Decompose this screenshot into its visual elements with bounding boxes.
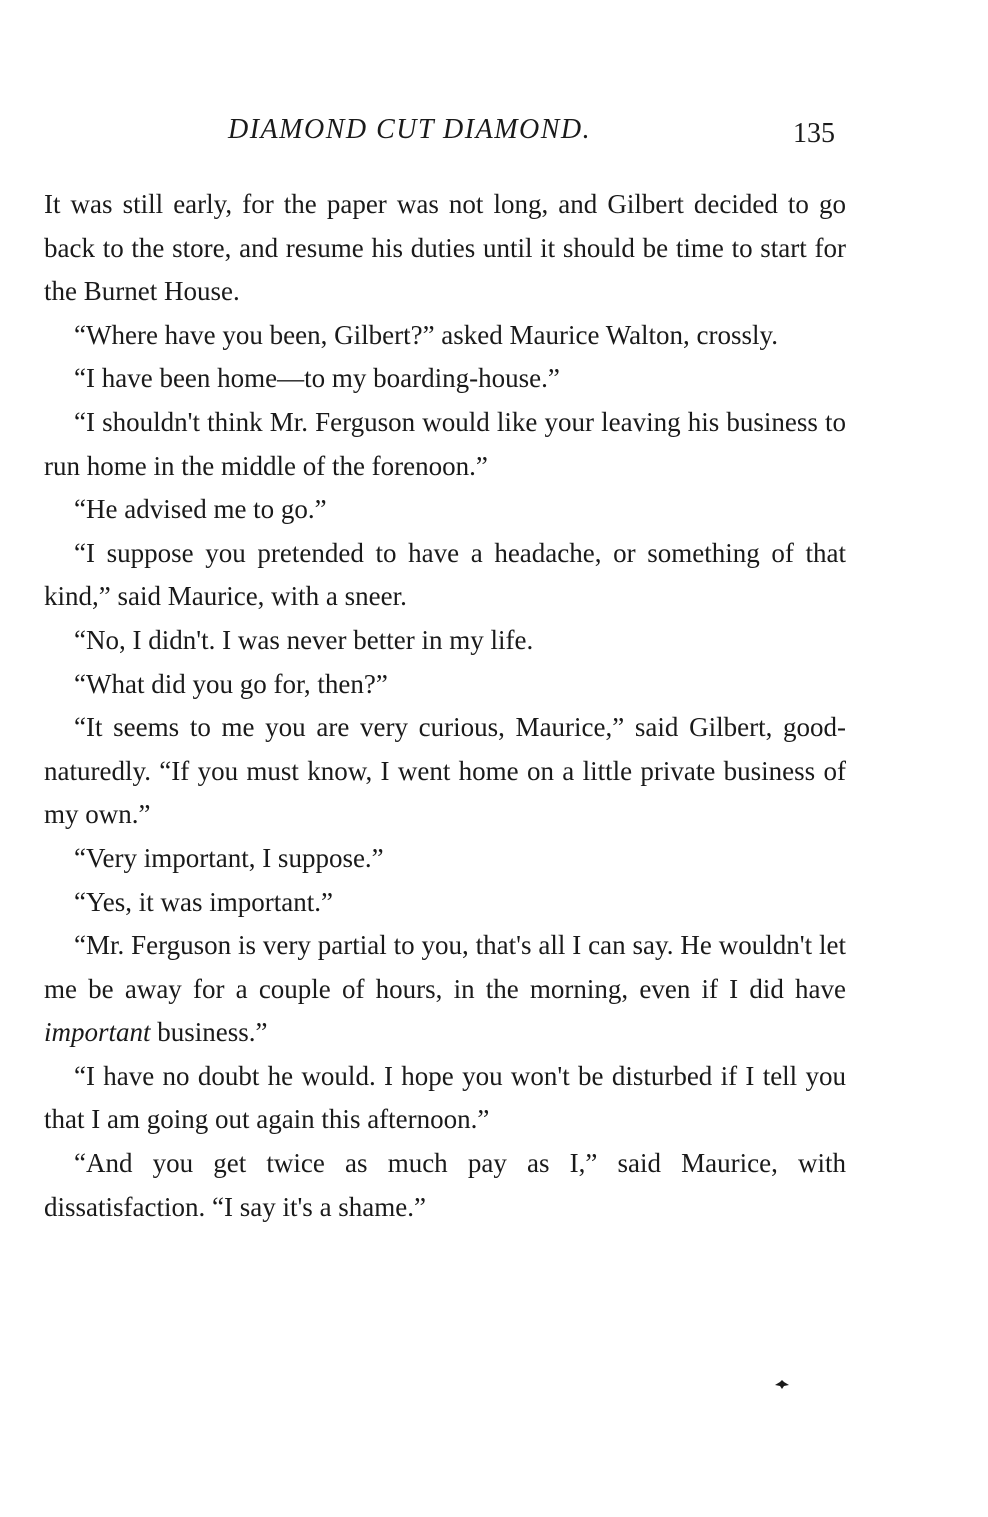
paragraph: “I have been home—to my boarding-house.” <box>74 363 560 394</box>
paragraph-text: business.” <box>150 1017 268 1048</box>
paragraph: “No, I didn't. I was never better in my life. <box>74 624 534 655</box>
running-head-title: DIAMOND CUT DIAMOND. <box>228 114 592 145</box>
paragraph: “Very important, I suppose.” <box>74 842 384 873</box>
paragraph: “I shouldn't think Mr. Ferguson would like your leaving his business to run home in the middle of the forenoon.” <box>44 406 846 481</box>
paragraph <box>44 924 846 1055</box>
page-number: 135 <box>793 118 835 149</box>
paragraph: “Yes, it was important.” <box>74 886 333 917</box>
emphasized-word: important <box>44 1017 151 1048</box>
paragraph: “He advised me to go.” <box>74 494 327 525</box>
paragraph: It was still early, for the paper was not long, and Gilbert decided to go back to the store, and resume his duties until it should be time to start for the Burnet House. <box>44 189 846 307</box>
printer-ornament-icon <box>774 1380 790 1390</box>
paragraph: “I have no doubt he would. I hope you won't be disturbed if I tell you that I am going out again this afternoon.” <box>44 1060 846 1135</box>
paragraph: “I suppose you pretended to have a headache, or something of that kind,” said Maurice, with a sneer. <box>44 537 846 612</box>
paragraph: “What did you go for, then?” <box>74 668 388 699</box>
body-text <box>44 183 846 1229</box>
paragraph: “Where have you been, Gilbert?” asked Maurice Walton, crossly. <box>74 319 779 350</box>
paragraph-text: “Mr. Ferguson is very partial to you, that's all I can say. He wouldn't let me be away for a couple of hours, in the morning, even if I did have <box>44 930 846 1004</box>
paragraph: “And you get twice as much pay as I,” said Maurice, with dissatisfaction. “I say it's a shame.” <box>44 1148 846 1222</box>
paragraph: “It seems to me you are very curious, Maurice,” said Gilbert, good-naturedly. “If you must know, I went home on a little private business of my own.” <box>44 712 846 830</box>
